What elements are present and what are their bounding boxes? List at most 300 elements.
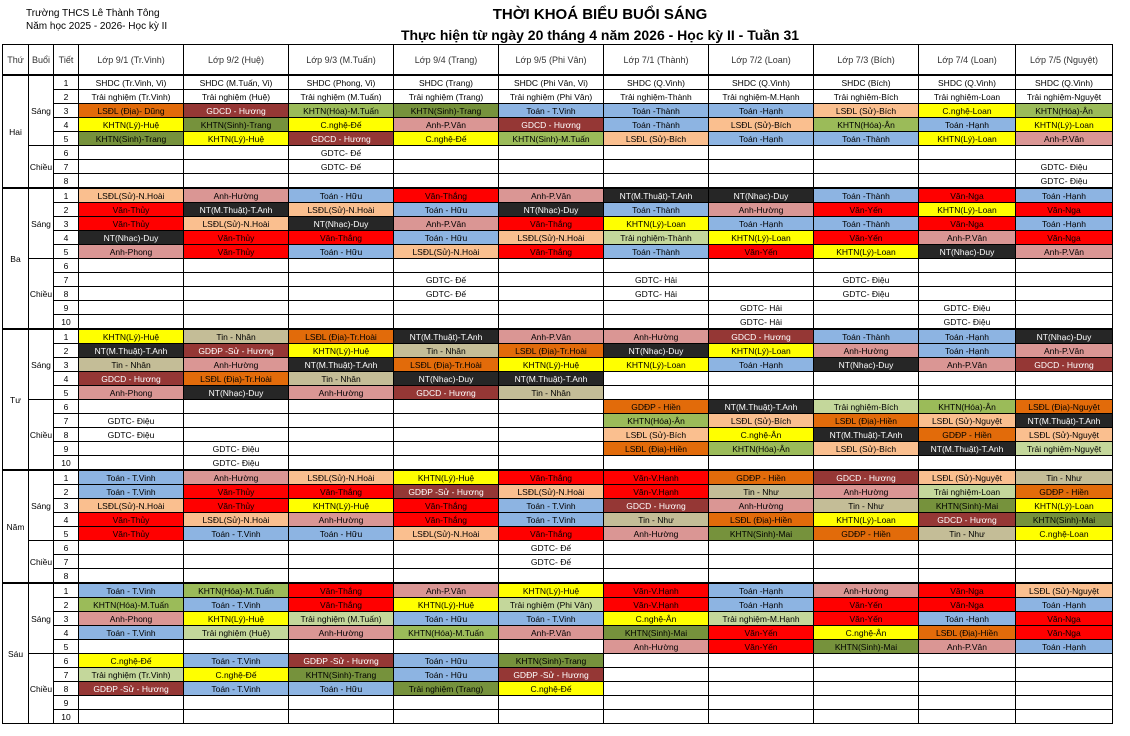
lesson-cell[interactable]: Trải nghiệm-Nguyệt — [1016, 442, 1113, 456]
lesson-cell[interactable] — [289, 456, 394, 471]
lesson-cell[interactable]: Toán -Hạnh — [1016, 188, 1113, 203]
lesson-cell[interactable] — [394, 640, 499, 654]
lesson-cell[interactable]: Anh-Hường — [289, 386, 394, 400]
lesson-cell[interactable] — [184, 273, 289, 287]
lesson-cell[interactable]: SHDC (Q.Vinh) — [604, 75, 709, 90]
lesson-cell[interactable]: Toán - T.Vinh — [79, 626, 184, 640]
lesson-cell[interactable] — [79, 174, 184, 189]
lesson-cell[interactable]: Anh-P.Vân — [394, 118, 499, 132]
lesson-cell[interactable] — [499, 315, 604, 330]
period-cell[interactable]: 5 — [54, 245, 79, 259]
lesson-cell[interactable]: KHTN(Lý)-Huệ — [79, 118, 184, 132]
lesson-cell[interactable]: Văn-Thắng — [499, 527, 604, 541]
period-cell[interactable]: 3 — [54, 104, 79, 118]
lesson-cell[interactable]: NT(M.Thuật)-T.Anh — [604, 188, 709, 203]
lesson-cell[interactable]: GDTC- Điệu — [919, 315, 1016, 330]
lesson-cell[interactable] — [184, 710, 289, 724]
lesson-cell[interactable]: NT(Nhạc)-Duy — [604, 344, 709, 358]
lesson-cell[interactable]: Tin - Như — [1016, 470, 1113, 485]
lesson-cell[interactable]: Trải nghiệm-Loan — [919, 485, 1016, 499]
lesson-cell[interactable]: LSĐL(Sử)-N.Hoài — [79, 499, 184, 513]
lesson-cell[interactable]: C.nghệ-Ân — [604, 612, 709, 626]
lesson-cell[interactable]: SHDC (Q.Vinh) — [919, 75, 1016, 90]
lesson-cell[interactable]: GDĐP - Hiền — [1016, 485, 1113, 499]
header-class[interactable]: Lớp 7/4 (Loan) — [919, 45, 1016, 76]
lesson-cell[interactable]: Toán -Hạnh — [1016, 598, 1113, 612]
lesson-cell[interactable] — [709, 146, 814, 160]
lesson-cell[interactable]: KHTN(Lý)-Huệ — [394, 470, 499, 485]
lesson-cell[interactable]: Anh-P.Vân — [1016, 132, 1113, 146]
session-cell[interactable]: Sáng — [29, 188, 54, 259]
lesson-cell[interactable]: NT(Nhạc)-Duy — [184, 386, 289, 400]
lesson-cell[interactable]: LSĐL(Sử)-N.Hoài — [289, 203, 394, 217]
lesson-cell[interactable] — [604, 386, 709, 400]
period-cell[interactable]: 6 — [54, 654, 79, 668]
lesson-cell[interactable]: Văn-Nga — [919, 217, 1016, 231]
lesson-cell[interactable]: Văn-Nga — [919, 598, 1016, 612]
period-cell[interactable]: 2 — [54, 90, 79, 104]
lesson-cell[interactable]: KHTN(Sinh)-Trang — [79, 132, 184, 146]
lesson-cell[interactable]: Trải nghiệm (Tr.Vinh) — [79, 90, 184, 104]
period-cell[interactable]: 10 — [54, 456, 79, 471]
lesson-cell[interactable]: LSĐL (Sử)-Nguyệt — [1016, 428, 1113, 442]
lesson-cell[interactable]: Trải nghiệm (M.Tuấn) — [289, 612, 394, 626]
lesson-cell[interactable] — [79, 259, 184, 273]
lesson-cell[interactable]: Toán -Hạnh — [709, 583, 814, 598]
lesson-cell[interactable]: Tin - Nhân — [184, 329, 289, 344]
lesson-cell[interactable] — [184, 414, 289, 428]
lesson-cell[interactable]: KHTN(Lý)-Loan — [604, 358, 709, 372]
lesson-cell[interactable]: Văn-Yến — [709, 626, 814, 640]
lesson-cell[interactable]: Anh-Phong — [79, 386, 184, 400]
lesson-cell[interactable] — [919, 146, 1016, 160]
lesson-cell[interactable]: GDCD - Hương — [79, 372, 184, 386]
lesson-cell[interactable]: Văn-Nga — [1016, 626, 1113, 640]
lesson-cell[interactable]: Anh-P.Vân — [1016, 245, 1113, 259]
lesson-cell[interactable]: KHTN(Lý)-Huệ — [499, 358, 604, 372]
period-cell[interactable]: 4 — [54, 231, 79, 245]
lesson-cell[interactable] — [604, 146, 709, 160]
lesson-cell[interactable] — [289, 555, 394, 569]
period-cell[interactable]: 3 — [54, 358, 79, 372]
lesson-cell[interactable] — [289, 259, 394, 273]
lesson-cell[interactable] — [289, 301, 394, 315]
lesson-cell[interactable] — [394, 428, 499, 442]
lesson-cell[interactable]: GDTC- Đế — [499, 555, 604, 569]
lesson-cell[interactable] — [1016, 555, 1113, 569]
lesson-cell[interactable]: Tin - Như — [919, 527, 1016, 541]
period-cell[interactable]: 9 — [54, 442, 79, 456]
lesson-cell[interactable] — [184, 696, 289, 710]
lesson-cell[interactable] — [919, 654, 1016, 668]
lesson-cell[interactable]: LSĐL (Địa)-Tr.Hoài — [499, 344, 604, 358]
lesson-cell[interactable] — [289, 696, 394, 710]
lesson-cell[interactable]: NT(M.Thuật)-T.Anh — [1016, 414, 1113, 428]
lesson-cell[interactable]: LSĐL(Sử)-N.Hoài — [499, 485, 604, 499]
lesson-cell[interactable]: NT(M.Thuật)-T.Anh — [919, 442, 1016, 456]
period-cell[interactable]: 2 — [54, 344, 79, 358]
lesson-cell[interactable] — [709, 654, 814, 668]
lesson-cell[interactable] — [79, 569, 184, 584]
lesson-cell[interactable]: LSĐL(Sử)-N.Hoài — [289, 470, 394, 485]
lesson-cell[interactable]: Toán - Hữu — [394, 231, 499, 245]
lesson-cell[interactable] — [709, 710, 814, 724]
lesson-cell[interactable]: LSĐL(Sử)-N.Hoài — [394, 527, 499, 541]
lesson-cell[interactable]: Toán - T.Vinh — [499, 513, 604, 527]
lesson-cell[interactable] — [604, 710, 709, 724]
lesson-cell[interactable]: Trải nghiệm (Huệ) — [184, 626, 289, 640]
period-cell[interactable]: 4 — [54, 372, 79, 386]
lesson-cell[interactable]: LSĐL(Sử)-N.Hoài — [394, 245, 499, 259]
period-cell[interactable]: 1 — [54, 75, 79, 90]
lesson-cell[interactable] — [1016, 315, 1113, 330]
lesson-cell[interactable]: Toán - T.Vinh — [499, 499, 604, 513]
lesson-cell[interactable]: Tin - Nhân — [394, 344, 499, 358]
lesson-cell[interactable]: GDTC- Điệu — [814, 273, 919, 287]
lesson-cell[interactable]: GDTC- Hải — [604, 287, 709, 301]
lesson-cell[interactable]: Anh-Hường — [814, 344, 919, 358]
period-cell[interactable]: 5 — [54, 132, 79, 146]
lesson-cell[interactable]: Văn-Yến — [814, 598, 919, 612]
lesson-cell[interactable]: KHTN(Sinh)-Trang — [184, 118, 289, 132]
lesson-cell[interactable] — [289, 710, 394, 724]
period-cell[interactable]: 1 — [54, 470, 79, 485]
lesson-cell[interactable] — [709, 682, 814, 696]
period-cell[interactable]: 6 — [54, 146, 79, 160]
period-cell[interactable]: 7 — [54, 273, 79, 287]
lesson-cell[interactable] — [79, 400, 184, 414]
lesson-cell[interactable]: Toán - T.Vinh — [184, 682, 289, 696]
lesson-cell[interactable]: Anh-P.Vân — [919, 231, 1016, 245]
lesson-cell[interactable] — [289, 400, 394, 414]
lesson-cell[interactable] — [184, 146, 289, 160]
lesson-cell[interactable] — [1016, 386, 1113, 400]
period-cell[interactable]: 8 — [54, 428, 79, 442]
lesson-cell[interactable] — [604, 160, 709, 174]
header-class[interactable]: Lớp 9/1 (Tr.Vinh) — [79, 45, 184, 76]
lesson-cell[interactable] — [814, 160, 919, 174]
lesson-cell[interactable]: Anh-Phong — [79, 245, 184, 259]
lesson-cell[interactable]: Văn-Thắng — [289, 485, 394, 499]
lesson-cell[interactable] — [394, 160, 499, 174]
lesson-cell[interactable] — [919, 555, 1016, 569]
lesson-cell[interactable]: GDTC- Điệu — [79, 414, 184, 428]
lesson-cell[interactable]: Văn-Thắng — [499, 245, 604, 259]
lesson-cell[interactable]: KHTN(Lý)-Loan — [814, 513, 919, 527]
lesson-cell[interactable]: C.nghệ-Đế — [394, 132, 499, 146]
lesson-cell[interactable]: Văn-Yến — [709, 245, 814, 259]
lesson-cell[interactable] — [1016, 682, 1113, 696]
period-cell[interactable]: 6 — [54, 259, 79, 273]
lesson-cell[interactable]: Anh-P.Vân — [394, 583, 499, 598]
lesson-cell[interactable]: GDĐP -Sử - Hương — [79, 682, 184, 696]
lesson-cell[interactable]: Văn-Nga — [919, 188, 1016, 203]
day-cell[interactable]: Tư — [3, 329, 29, 470]
lesson-cell[interactable]: Văn-Thủy — [79, 513, 184, 527]
lesson-cell[interactable]: KHTN(Hóa)-M.Tuấn — [289, 104, 394, 118]
lesson-cell[interactable] — [499, 146, 604, 160]
lesson-cell[interactable] — [814, 710, 919, 724]
lesson-cell[interactable] — [394, 174, 499, 189]
lesson-cell[interactable] — [79, 160, 184, 174]
lesson-cell[interactable] — [499, 696, 604, 710]
lesson-cell[interactable]: Toán -Thành — [814, 188, 919, 203]
lesson-cell[interactable]: Trải nghiệm (Trang) — [394, 90, 499, 104]
lesson-cell[interactable]: Toán - Hữu — [289, 527, 394, 541]
lesson-cell[interactable] — [394, 414, 499, 428]
lesson-cell[interactable]: KHTN(Sinh)-Trang — [499, 654, 604, 668]
lesson-cell[interactable] — [919, 174, 1016, 189]
lesson-cell[interactable]: LSĐL (Sử)-Nguyệt — [1016, 583, 1113, 598]
lesson-cell[interactable] — [394, 710, 499, 724]
lesson-cell[interactable]: Văn-Yến — [814, 203, 919, 217]
lesson-cell[interactable]: SHDC (Q.Vinh) — [1016, 75, 1113, 90]
lesson-cell[interactable]: LSĐL (Địa)- Dũng — [79, 104, 184, 118]
lesson-cell[interactable]: Toán -Thành — [604, 104, 709, 118]
session-cell[interactable]: Sáng — [29, 470, 54, 541]
day-cell[interactable]: Ba — [3, 188, 29, 329]
lesson-cell[interactable]: Văn-Nga — [1016, 203, 1113, 217]
lesson-cell[interactable]: KHTN(Lý)-Huệ — [394, 598, 499, 612]
lesson-cell[interactable] — [289, 428, 394, 442]
lesson-cell[interactable] — [919, 386, 1016, 400]
lesson-cell[interactable] — [394, 541, 499, 555]
day-cell[interactable]: Năm — [3, 470, 29, 583]
lesson-cell[interactable]: GDTC- Hải — [709, 301, 814, 315]
lesson-cell[interactable] — [499, 569, 604, 584]
lesson-cell[interactable] — [289, 287, 394, 301]
lesson-cell[interactable] — [1016, 456, 1113, 471]
lesson-cell[interactable]: KHTN(Lý)-Loan — [919, 132, 1016, 146]
lesson-cell[interactable]: KHTN(Hóa)-M.Tuấn — [394, 626, 499, 640]
lesson-cell[interactable]: KHTN(Lý)-Huệ — [289, 344, 394, 358]
lesson-cell[interactable]: Anh-P.Vân — [499, 626, 604, 640]
lesson-cell[interactable]: Trải nghiệm (Trang) — [394, 682, 499, 696]
lesson-cell[interactable]: KHTN(Sinh)-Mai — [919, 499, 1016, 513]
lesson-cell[interactable]: Văn-V.Hạnh — [604, 598, 709, 612]
lesson-cell[interactable] — [184, 541, 289, 555]
lesson-cell[interactable]: Văn-Thắng — [289, 598, 394, 612]
lesson-cell[interactable]: LSĐL (Sử)-Bích — [709, 414, 814, 428]
lesson-cell[interactable]: Anh-P.Vân — [919, 358, 1016, 372]
lesson-cell[interactable] — [709, 456, 814, 471]
lesson-cell[interactable] — [79, 456, 184, 471]
day-cell[interactable]: Sáu — [3, 583, 29, 724]
lesson-cell[interactable]: GDCD - Hương — [394, 386, 499, 400]
lesson-cell[interactable] — [184, 400, 289, 414]
period-cell[interactable]: 8 — [54, 287, 79, 301]
period-cell[interactable]: 2 — [54, 203, 79, 217]
lesson-cell[interactable] — [394, 301, 499, 315]
lesson-cell[interactable]: KHTN(Hóa)-Ân — [814, 118, 919, 132]
lesson-cell[interactable]: Văn-Thủy — [79, 527, 184, 541]
period-cell[interactable]: 6 — [54, 541, 79, 555]
lesson-cell[interactable] — [184, 640, 289, 654]
lesson-cell[interactable]: Toán -Thành — [604, 245, 709, 259]
lesson-cell[interactable]: Toán -Thành — [814, 132, 919, 146]
lesson-cell[interactable] — [289, 174, 394, 189]
lesson-cell[interactable]: Văn-Thắng — [394, 188, 499, 203]
lesson-cell[interactable]: NT(M.Thuật)-T.Anh — [499, 372, 604, 386]
lesson-cell[interactable]: GDTC- Điệu — [184, 456, 289, 471]
lesson-cell[interactable] — [394, 315, 499, 330]
lesson-cell[interactable]: LSĐL (Sử)-Bích — [814, 104, 919, 118]
lesson-cell[interactable]: GDĐP - Hiền — [814, 527, 919, 541]
lesson-cell[interactable]: KHTN(Hóa)-Ân — [604, 414, 709, 428]
lesson-cell[interactable]: NT(M.Thuật)-T.Anh — [709, 400, 814, 414]
lesson-cell[interactable]: Trải nghiệm-Thành — [604, 90, 709, 104]
lesson-cell[interactable] — [499, 301, 604, 315]
lesson-cell[interactable] — [919, 682, 1016, 696]
lesson-cell[interactable] — [919, 668, 1016, 682]
lesson-cell[interactable] — [604, 541, 709, 555]
session-cell[interactable]: Chiều — [29, 541, 54, 584]
header-class[interactable]: Lớp 7/3 (Bích) — [814, 45, 919, 76]
lesson-cell[interactable]: GDTC- Đế — [289, 160, 394, 174]
lesson-cell[interactable]: Toán - T.Vinh — [79, 583, 184, 598]
period-cell[interactable]: 9 — [54, 301, 79, 315]
lesson-cell[interactable]: Văn-Thủy — [184, 485, 289, 499]
lesson-cell[interactable] — [604, 668, 709, 682]
lesson-cell[interactable]: Anh-P.Vân — [394, 217, 499, 231]
lesson-cell[interactable]: Toán -Hạnh — [919, 329, 1016, 344]
lesson-cell[interactable]: GDĐP -Sử - Hương — [289, 654, 394, 668]
lesson-cell[interactable] — [709, 259, 814, 273]
lesson-cell[interactable]: LSĐL (Địa)-Hiền — [814, 414, 919, 428]
lesson-cell[interactable]: KHTN(Sinh)-Mai — [604, 626, 709, 640]
lesson-cell[interactable]: GDTC- Điệu — [184, 442, 289, 456]
lesson-cell[interactable]: LSĐL(Sử)-N.Hoài — [184, 513, 289, 527]
lesson-cell[interactable] — [1016, 273, 1113, 287]
lesson-cell[interactable] — [604, 372, 709, 386]
period-cell[interactable]: 8 — [54, 682, 79, 696]
lesson-cell[interactable] — [919, 160, 1016, 174]
period-cell[interactable]: 5 — [54, 386, 79, 400]
lesson-cell[interactable]: GDTC- Hải — [709, 315, 814, 330]
lesson-cell[interactable]: Toán - T.Vinh — [499, 104, 604, 118]
lesson-cell[interactable]: GDTC- Điệu — [814, 287, 919, 301]
session-cell[interactable]: Chiều — [29, 146, 54, 189]
lesson-cell[interactable] — [919, 456, 1016, 471]
lesson-cell[interactable]: C.nghệ-Ân — [709, 428, 814, 442]
lesson-cell[interactable]: Văn-Thủy — [184, 231, 289, 245]
lesson-cell[interactable]: KHTN(Lý)-Huệ — [79, 329, 184, 344]
lesson-cell[interactable]: Trải nghiệm-M.Hạnh — [709, 612, 814, 626]
session-cell[interactable]: Chiều — [29, 400, 54, 471]
header-class[interactable]: Lớp 9/4 (Trang) — [394, 45, 499, 76]
lesson-cell[interactable]: Anh-Hường — [814, 583, 919, 598]
lesson-cell[interactable] — [709, 174, 814, 189]
lesson-cell[interactable] — [1016, 696, 1113, 710]
period-cell[interactable]: 7 — [54, 555, 79, 569]
lesson-cell[interactable]: Anh-Phong — [79, 612, 184, 626]
lesson-cell[interactable]: Trải nghiệm (Phi Vân) — [499, 598, 604, 612]
lesson-cell[interactable] — [79, 301, 184, 315]
lesson-cell[interactable] — [184, 259, 289, 273]
lesson-cell[interactable]: LSĐL(Sử)-N.Hoài — [79, 188, 184, 203]
lesson-cell[interactable]: SHDC (Bích) — [814, 75, 919, 90]
lesson-cell[interactable] — [1016, 372, 1113, 386]
lesson-cell[interactable] — [289, 541, 394, 555]
lesson-cell[interactable] — [709, 541, 814, 555]
lesson-cell[interactable] — [289, 273, 394, 287]
lesson-cell[interactable]: NT(Nhạc)-Duy — [919, 245, 1016, 259]
lesson-cell[interactable]: Toán -Thành — [604, 203, 709, 217]
lesson-cell[interactable]: KHTN(Sinh)-Mai — [1016, 513, 1113, 527]
lesson-cell[interactable] — [919, 569, 1016, 584]
lesson-cell[interactable] — [499, 640, 604, 654]
lesson-cell[interactable]: NT(M.Thuật)-T.Anh — [394, 329, 499, 344]
lesson-cell[interactable] — [604, 174, 709, 189]
lesson-cell[interactable] — [709, 555, 814, 569]
period-cell[interactable]: 3 — [54, 217, 79, 231]
lesson-cell[interactable] — [184, 315, 289, 330]
lesson-cell[interactable]: GDĐP -Sử - Hương — [184, 344, 289, 358]
lesson-cell[interactable] — [184, 555, 289, 569]
lesson-cell[interactable]: SHDC (M.Tuấn, Vi) — [184, 75, 289, 90]
lesson-cell[interactable]: GDTC- Điệu — [1016, 160, 1113, 174]
lesson-cell[interactable]: KHTN(Sinh)-Mai — [814, 640, 919, 654]
lesson-cell[interactable]: LSĐL(Sử)-N.Hoài — [499, 231, 604, 245]
lesson-cell[interactable]: LSĐL (Địa)-Tr.Hoài — [184, 372, 289, 386]
lesson-cell[interactable] — [79, 555, 184, 569]
lesson-cell[interactable]: NT(Nhạc)-Duy — [709, 188, 814, 203]
period-cell[interactable]: 7 — [54, 668, 79, 682]
lesson-cell[interactable]: Anh-Hường — [184, 358, 289, 372]
lesson-cell[interactable] — [814, 555, 919, 569]
lesson-cell[interactable]: SHDC (Trang) — [394, 75, 499, 90]
lesson-cell[interactable]: NT(Nhạc)-Duy — [394, 372, 499, 386]
lesson-cell[interactable]: Toán -Hạnh — [709, 217, 814, 231]
lesson-cell[interactable]: LSĐL (Sử)-Bích — [814, 442, 919, 456]
lesson-cell[interactable] — [709, 668, 814, 682]
lesson-cell[interactable] — [79, 146, 184, 160]
lesson-cell[interactable] — [814, 668, 919, 682]
lesson-cell[interactable]: Trải nghiệm (M.Tuấn) — [289, 90, 394, 104]
lesson-cell[interactable] — [919, 259, 1016, 273]
lesson-cell[interactable]: NT(M.Thuật)-T.Anh — [289, 358, 394, 372]
lesson-cell[interactable]: GDCD - Hương — [289, 132, 394, 146]
lesson-cell[interactable]: KHTN(Lý)-Huệ — [289, 499, 394, 513]
lesson-cell[interactable]: Anh-Hường — [604, 527, 709, 541]
lesson-cell[interactable]: Tin - Nhân — [289, 372, 394, 386]
lesson-cell[interactable]: C.nghệ-Loan — [1016, 527, 1113, 541]
header-period[interactable]: Tiết — [54, 45, 79, 76]
lesson-cell[interactable] — [814, 654, 919, 668]
period-cell[interactable]: 1 — [54, 583, 79, 598]
period-cell[interactable]: 3 — [54, 499, 79, 513]
lesson-cell[interactable]: GDCD - Hương — [919, 513, 1016, 527]
lesson-cell[interactable]: SHDC (Phi Vân, Vi) — [499, 75, 604, 90]
lesson-cell[interactable]: KHTN(Lý)-Huệ — [184, 612, 289, 626]
lesson-cell[interactable]: Toán -Hạnh — [1016, 217, 1113, 231]
lesson-cell[interactable] — [394, 146, 499, 160]
lesson-cell[interactable]: Anh-Hường — [289, 513, 394, 527]
lesson-cell[interactable] — [79, 315, 184, 330]
lesson-cell[interactable] — [394, 400, 499, 414]
lesson-cell[interactable]: Tin - Như — [709, 485, 814, 499]
lesson-cell[interactable] — [604, 569, 709, 584]
lesson-cell[interactable]: Trải nghiệm-Bích — [814, 400, 919, 414]
lesson-cell[interactable]: LSĐL (Sử)-Bích — [709, 118, 814, 132]
lesson-cell[interactable]: KHTN(Sinh)-Trang — [394, 104, 499, 118]
lesson-cell[interactable]: Trải nghiệm-Loan — [919, 90, 1016, 104]
lesson-cell[interactable]: Toán - T.Vinh — [184, 527, 289, 541]
lesson-cell[interactable]: NT(Nhạc)-Duy — [289, 217, 394, 231]
lesson-cell[interactable]: Văn-Thắng — [289, 583, 394, 598]
header-class[interactable]: Lớp 9/3 (M.Tuấn) — [289, 45, 394, 76]
lesson-cell[interactable]: Văn-Thủy — [79, 217, 184, 231]
